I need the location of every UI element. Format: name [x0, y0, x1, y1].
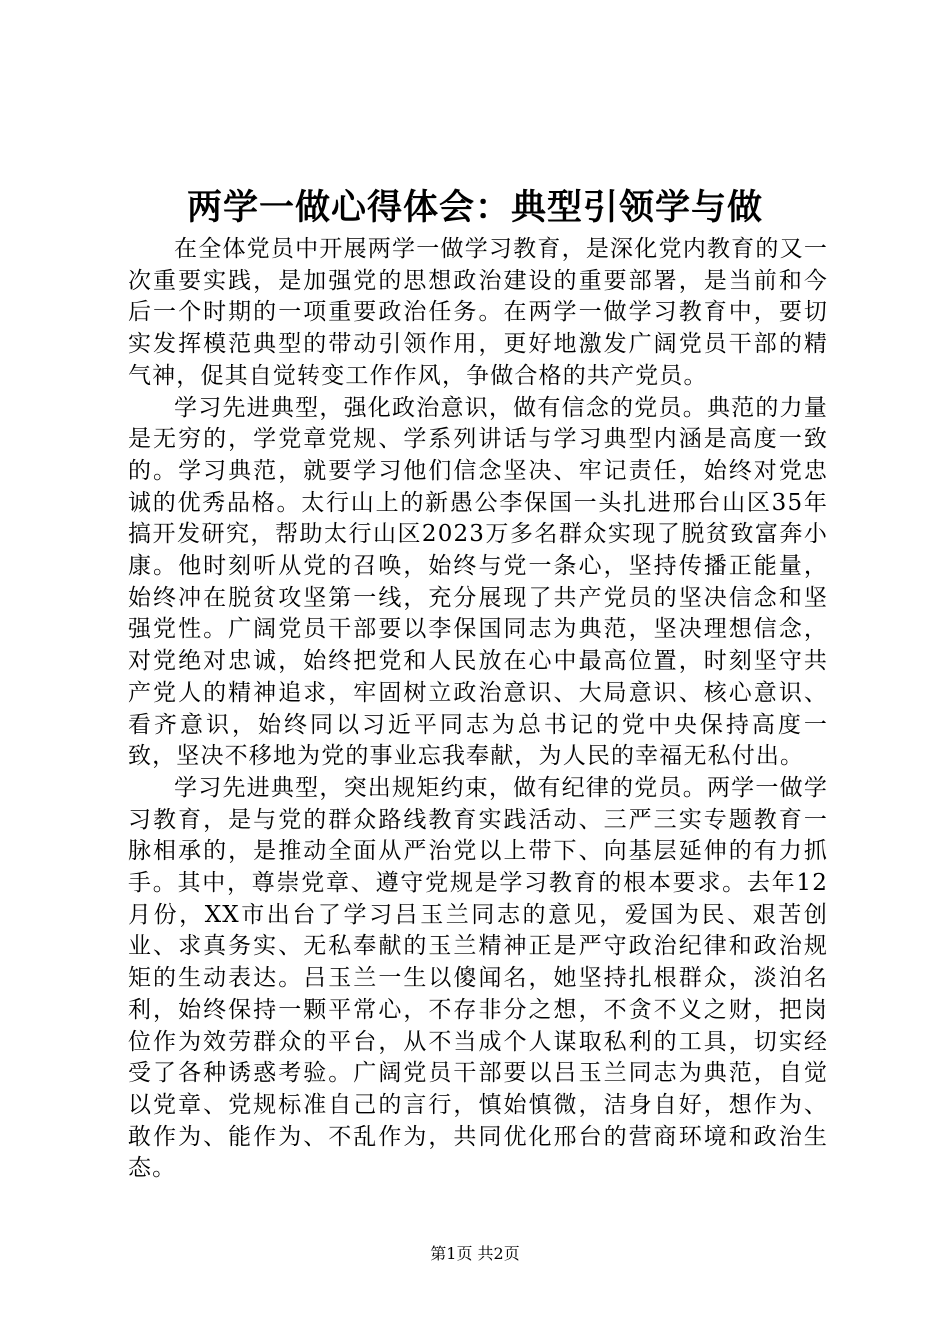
- paragraph-discipline: 学习先进典型，突出规矩约束，做有纪律的党员。两学一做学习教育，是与党的群众路线教育实践活动、三严三实专题教育一脉相承的，是推动全面从严治党以上带下、向基层延伸的有力抓手。其中，尊崇党章、遵守党规是学习教育的根本要求。去年12月份，XX市出台了学习吕玉兰同志的意见，爱国为民、艰苦创业、求真务实、无私奉献的玉兰精神正是严守政治纪律和政治规矩的生动表达。吕玉兰一生以傻闻名，她坚持扎根群众，淡泊名利，始终保持一颗平常心，不存非分之想，不贪不义之财，把岗位作为效劳群众的平台，从不当成个人谋取私利的工具，切实经受了各种诱惑考验。广阔党员干部要以吕玉兰同志为典范，自觉以党章、党规标准自己的言行，慎始慎微，洁身自好，想作为、敢作为、能作为、不乱作为，共同优化邢台的营商环境和政治生态。: [128, 774, 828, 1182]
- page-footer: 第1页 共2页: [430, 1244, 520, 1263]
- document-title: 两学一做心得体会：典型引领学与做: [186, 187, 763, 228]
- paragraph-intro: 在全体党员中开展两学一做学习教育，是深化党内教育的又一次重要实践，是加强党的思想政治建设的重要部署，是当前和今后一个时期的一项重要政治任务。在两学一做学习教育中，要切实发挥模范典型的带动引领作用，更好地激发广阔党员干部的精气神，促其自觉转变工作作风，争做合格的共产党员。: [128, 236, 828, 389]
- paragraph-political-awareness: 学习先进典型，强化政治意识，做有信念的党员。典范的力量是无穷的，学党章党规、学系列讲话与学习典型内涵是高度一致的。学习典范，就要学习他们信念坚决、牢记责任，始终对党忠诚的优秀品格。太行山上的新愚公李保国一头扎进邢台山区35年搞开发研究，帮助太行山区2023万多名群众实现了脱贫致富奔小康。他时刻听从党的召唤，始终与党一条心，坚持传播正能量，始终冲在脱贫攻坚第一线，充分展现了共产党员的坚决信念和坚强党性。广阔党员干部要以李保国同志为典范，坚决理想信念，对党绝对忠诚，始终把党和人民放在心中最高位置，时刻坚守共产党人的精神追求，牢固树立政治意识、大局意识、核心意识、看齐意识，始终同以习近平同志为总书记的党中央保持高度一致，坚决不移地为党的事业忘我奉献，为人民的幸福无私付出。: [128, 394, 828, 770]
- document-body: [128, 234, 828, 1185]
